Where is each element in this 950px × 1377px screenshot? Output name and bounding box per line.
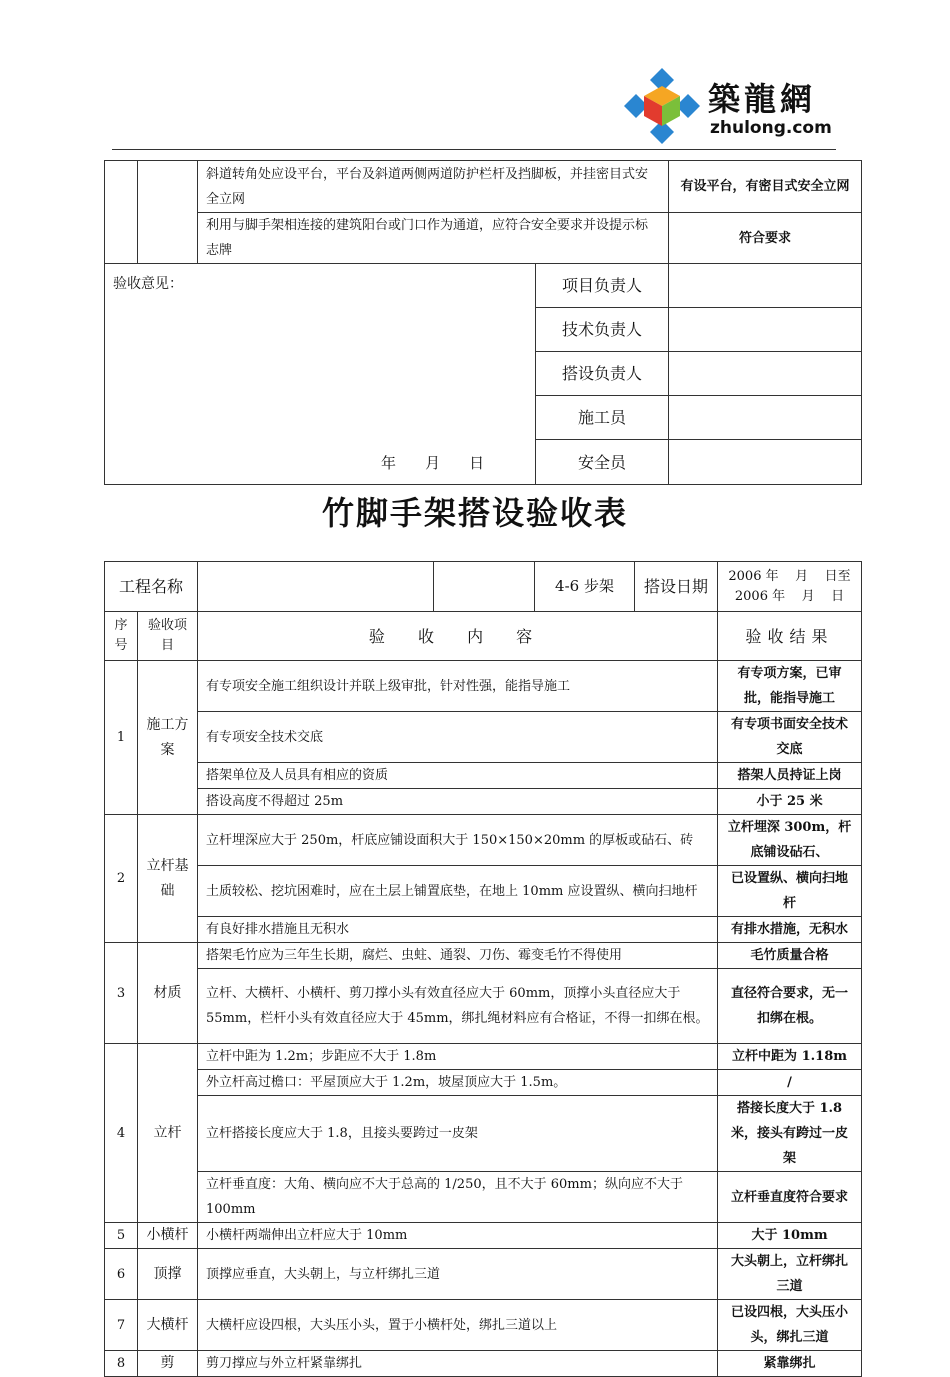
inspection-item: 大横杆: [138, 1300, 198, 1351]
column-header-row: [105, 612, 862, 661]
result-cell: 立杆垂直度符合要求: [718, 1172, 862, 1223]
opinion-cell: [105, 264, 536, 485]
table-row: [105, 161, 862, 213]
result-cell: /: [718, 1070, 862, 1096]
inspection-item: 立杆基础: [138, 815, 198, 943]
page-title: 竹脚手架搭设验收表: [321, 494, 628, 532]
date-from: 2006 年 月 日至: [728, 568, 851, 584]
date-range: [718, 562, 862, 612]
header-rule: [112, 149, 836, 150]
logo-brand-cn: 築龍網: [708, 80, 817, 118]
content-cell: 有良好排水措施且无积水: [198, 917, 718, 943]
result-cell: 有排水措施，无积水: [718, 917, 862, 943]
signature-table: [104, 263, 862, 485]
opinion-label: 验收意见：: [113, 276, 183, 292]
content-cell: 搭架单位及人员具有相应的资质: [198, 763, 718, 789]
row-number: 5: [105, 1223, 138, 1249]
signature-field: [669, 352, 862, 396]
result-cell: 有专项书面安全技术交底: [718, 712, 862, 763]
row-number: 3: [105, 943, 138, 1044]
table-row: [105, 969, 862, 1044]
result-cell: 毛竹质量合格: [718, 943, 862, 969]
row-number: 4: [105, 1044, 138, 1223]
inspection-item: 小横杆: [138, 1223, 198, 1249]
result-cell: 符合要求: [669, 213, 862, 264]
table-row: [105, 213, 862, 264]
content-cell: 搭设高度不得超过 25m: [198, 789, 718, 815]
content-cell: 有专项安全技术交底: [198, 712, 718, 763]
result-cell: 搭架人员持证上岗: [718, 763, 862, 789]
inspection-item: 顶撑: [138, 1249, 198, 1300]
role-label: 施工员: [536, 396, 669, 440]
result-cell: 大头朝上，立杆绑扎三道: [718, 1249, 862, 1300]
table-row: [105, 1070, 862, 1096]
table-row: [105, 1096, 862, 1172]
result-cell: 紧靠绑扎: [718, 1351, 862, 1377]
row-number: 7: [105, 1300, 138, 1351]
result-cell: 有设平台，有密目式安全立网: [669, 161, 862, 213]
result-cell: 已设置纵、横向扫地杆: [718, 866, 862, 917]
content-cell: 利用与脚手架相连接的建筑阳台或门口作为通道，应符合安全要求并设提示标志牌: [198, 213, 669, 264]
signature-field: [669, 440, 862, 485]
role-label: 搭设负责人: [536, 352, 669, 396]
inspection-item: 立杆: [138, 1044, 198, 1223]
content-cell: 大横杆应设四根，大头压小头，置于小横杆处，绑扎三道以上: [198, 1300, 718, 1351]
table-row: [105, 1044, 862, 1070]
table-row: [105, 917, 862, 943]
zhulong-logo: [622, 66, 842, 146]
blank-field: [434, 562, 535, 612]
signature-field: [669, 396, 862, 440]
result-header: 验收结果: [718, 612, 862, 661]
table-row: [105, 763, 862, 789]
role-label: 技术负责人: [536, 308, 669, 352]
steps-cell: 4-6 步架: [535, 562, 635, 612]
content-cell: 斜道转角处应设平台，平台及斜道两侧两道防护栏杆及挡脚板，并挂密目式安全立网: [198, 161, 669, 213]
item-header: 验收项目: [138, 612, 198, 661]
row-number: 2: [105, 815, 138, 943]
inspection-item: 施工方案: [138, 661, 198, 815]
content-cell: 外立杆高过檐口：平屋顶应大于 1.2m，坡屋顶应大于 1.5m。: [198, 1070, 718, 1096]
no-header: 序号: [105, 612, 138, 661]
content-cell: 土质较松、挖坑困难时，应在土层上铺置底垫，在地上 10mm 应设置纵、横向扫地杆: [198, 866, 718, 917]
table-row: [105, 866, 862, 917]
table-row: [105, 1172, 862, 1223]
row-number: 1: [105, 661, 138, 815]
logo-brand-url: zhulong.com: [710, 118, 832, 138]
result-cell: 立杆埋深 300m，杆底铺设砧石、: [718, 815, 862, 866]
role-label: 项目负责人: [536, 264, 669, 308]
date-to: 2006 年 月 日: [734, 588, 845, 604]
content-cell: 顶撑应垂直，大头朝上，与立杆绑扎三道: [198, 1249, 718, 1300]
table-row: [105, 1300, 862, 1351]
content-cell: 立杆中距为 1.2m；步距应不大于 1.8m: [198, 1044, 718, 1070]
date-label: 搭设日期: [635, 562, 718, 612]
role-label: 安全员: [536, 440, 669, 485]
project-name-field: [198, 562, 434, 612]
content-cell: 立杆垂直度：大角、横向应不大于总高的 1/250，且不大于 60mm；纵向应不大于 100mm: [198, 1172, 718, 1223]
result-cell: 已设四根，大头压小头，绑扎三道: [718, 1300, 862, 1351]
table-row: [105, 815, 862, 866]
header-row: [105, 562, 862, 612]
inspection-item: 剪: [138, 1351, 198, 1377]
table-row: [105, 943, 862, 969]
cube-logo-icon: [622, 66, 702, 146]
content-cell: 立杆搭接长度应大于 1.8，且接头要跨过一皮架: [198, 1096, 718, 1172]
result-cell: 搭接长度大于 1.8 米，接头有跨过一皮架: [718, 1096, 862, 1172]
table-row: [105, 1249, 862, 1300]
table-row: [105, 661, 862, 712]
result-cell: 小于 25 米: [718, 789, 862, 815]
opinion-date: 年 月 日: [381, 454, 487, 472]
content-header: 验 收 内 容: [198, 612, 718, 661]
content-cell: 立杆埋深应大于 250m，杆底应铺设面积大于 150×150×20mm 的厚板或砧石、砖: [198, 815, 718, 866]
table-row: [105, 1351, 862, 1377]
content-cell: 剪刀撑应与外立杆紧靠绑扎: [198, 1351, 718, 1377]
result-cell: 直径符合要求，无一扣绑在根。: [718, 969, 862, 1044]
content-cell: 小横杆两端伸出立杆应大于 10mm: [198, 1223, 718, 1249]
row-number: 6: [105, 1249, 138, 1300]
content-cell: 有专项安全施工组织设计并联上级审批，针对性强，能指导施工: [198, 661, 718, 712]
continued-table: [104, 160, 862, 264]
content-cell: 立杆、大横杆、小横杆、剪刀撑小头有效直径应大于 60mm，顶撑小头直径应大于 55mm，栏杆小头有效直径应大于 45mm，绑扎绳材料应有合格证，不得一扣绑在根。: [198, 969, 718, 1044]
table-row: [105, 789, 862, 815]
table-row: [105, 1223, 862, 1249]
signature-field: [669, 264, 862, 308]
table-row: [105, 712, 862, 763]
signature-field: [669, 308, 862, 352]
content-cell: 搭架毛竹应为三年生长期，腐烂、虫蛀、通裂、刀伤、霉变毛竹不得使用: [198, 943, 718, 969]
project-label: 工程名称: [105, 562, 198, 612]
row-number: 8: [105, 1351, 138, 1377]
result-cell: 大于 10mm: [718, 1223, 862, 1249]
result-cell: 立杆中距为 1.18m: [718, 1044, 862, 1070]
result-cell: 有专项方案，已审批，能指导施工: [718, 661, 862, 712]
inspection-table: [104, 561, 862, 1377]
inspection-item: 材质: [138, 943, 198, 1044]
